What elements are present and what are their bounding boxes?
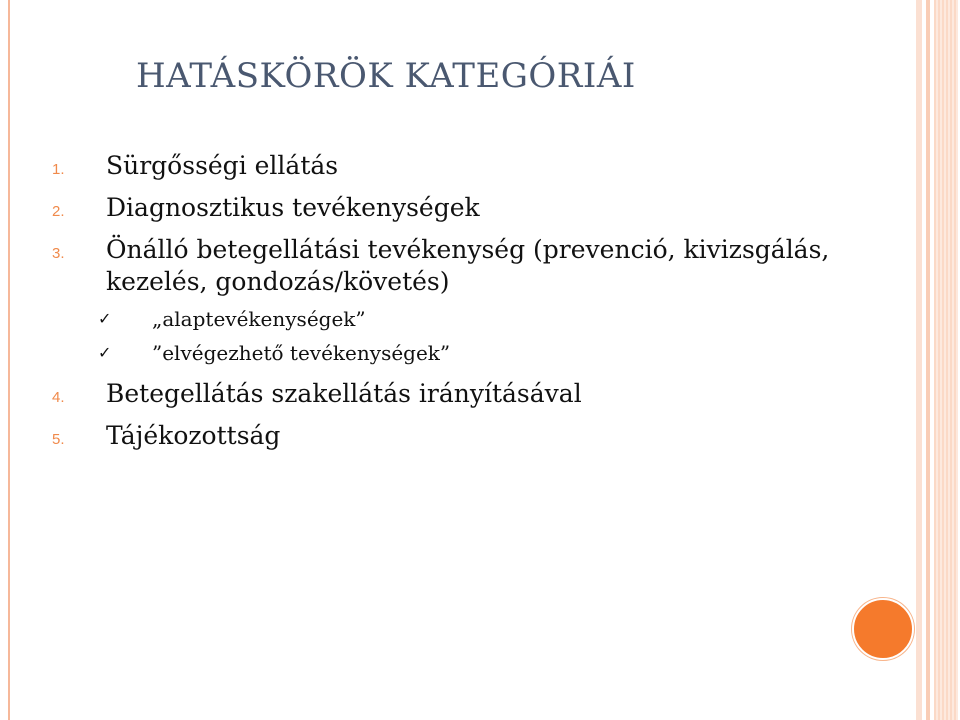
list-number: 4. [52,389,65,406]
list-item [52,234,832,298]
list-item [52,420,832,452]
right-stripe-decoration [914,0,960,720]
list-number: 3. [52,245,65,262]
list-item-text: Önálló betegellátási tevékenység (prevenció, kivizsgálás, kezelés, gondozás/követés) [106,235,830,296]
list-item-text: Sürgősségi ellátás [106,151,339,180]
stripe [926,0,930,720]
list-item [52,378,832,410]
list-number: 5. [52,431,65,448]
slide-title: HATÁSKÖRÖK KATEGÓRIÁI [136,56,636,96]
list-number: 1. [52,161,65,178]
sub-list-item-text: ”elvégezhető tevékenységek” [152,341,451,365]
sub-list [52,302,832,370]
sub-list-item [52,302,832,336]
list-item-text: Betegellátás szakellátás irányításával [106,379,582,408]
stripe [916,0,922,720]
checkmark-icon: ✓ [98,343,112,362]
orange-circle-decoration [852,598,914,660]
sub-list-item-text: „alaptevékenységek” [152,307,366,331]
list-item [52,192,832,224]
sub-list-item [52,336,832,370]
list-number: 2. [52,203,65,220]
content-list [52,150,832,462]
checkmark-icon: ✓ [98,309,112,328]
list-item-text: Tájékozottság [106,421,281,450]
stripe [934,0,958,720]
left-border-line [8,0,10,720]
list-item-text: Diagnosztikus tevékenységek [106,193,480,222]
list-item [52,150,832,182]
